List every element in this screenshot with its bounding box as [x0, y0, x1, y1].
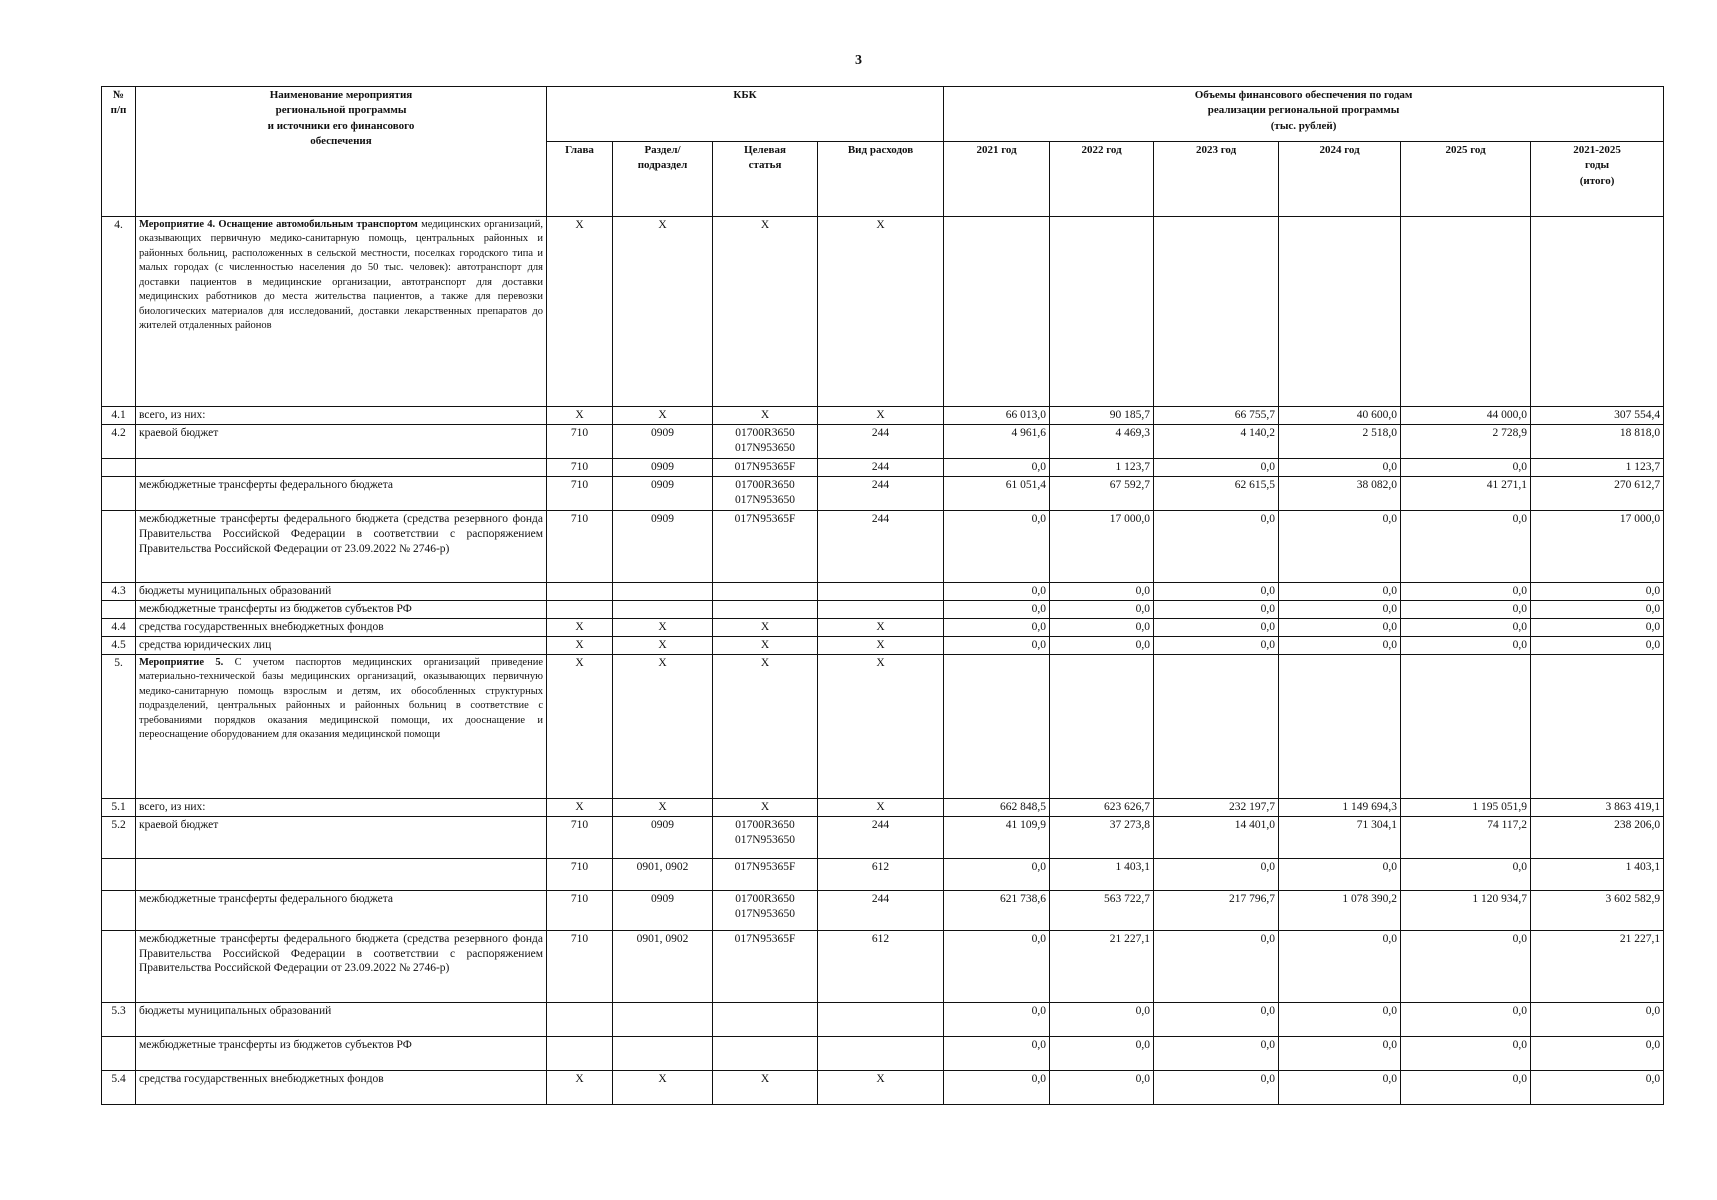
amount-2025: 0,0	[1401, 510, 1531, 582]
kbk-statya	[713, 1002, 818, 1036]
kbk-razdel	[613, 1002, 713, 1036]
amount-2023: 0,0	[1154, 1070, 1279, 1104]
amount-2023: 0,0	[1154, 930, 1279, 1002]
table-row	[102, 600, 1664, 618]
table-row	[102, 654, 1664, 798]
table-row	[102, 582, 1664, 600]
amount-2022: 1 403,1	[1050, 858, 1154, 890]
amount-2024: 0,0	[1279, 858, 1401, 890]
kbk-glava: X	[547, 636, 613, 654]
amount-2022: 21 227,1	[1050, 930, 1154, 1002]
amount-2022: 4 469,3	[1050, 424, 1154, 458]
amount-2023: 14 401,0	[1154, 816, 1279, 858]
header-statya: Целевая статья	[713, 142, 818, 217]
row-name-text: межбюджетные трансферты федерального бюджета (средства резервного фонда Правительства Российской Федерации в соответствии с распоряжением Правительства Российской Федерации от 23.09.2022 № 2746-р)	[139, 932, 543, 975]
kbk-razdel: 0909	[613, 510, 713, 582]
row-number: 4.3	[102, 582, 136, 600]
amount-2022: 0,0	[1050, 1070, 1154, 1104]
amount-2022: 0,0	[1050, 1002, 1154, 1036]
kbk-statya: X	[713, 217, 818, 407]
kbk-statya	[713, 582, 818, 600]
kbk-glava	[547, 1036, 613, 1070]
kbk-vid: X	[818, 407, 944, 425]
header-volumes: Объемы финансового обеспечения по годам реализации региональной программы (тыс. рублей)	[944, 87, 1664, 142]
kbk-razdel	[613, 1036, 713, 1070]
kbk-vid: 244	[818, 424, 944, 458]
amount-2024: 0,0	[1279, 1036, 1401, 1070]
amount-2022: 67 592,7	[1050, 476, 1154, 510]
row-name	[136, 636, 547, 654]
kbk-vid	[818, 1002, 944, 1036]
amount-total	[1531, 217, 1664, 407]
kbk-glava: X	[547, 618, 613, 636]
amount-2024: 1 149 694,3	[1279, 798, 1401, 816]
kbk-statya	[713, 600, 818, 618]
row-name	[136, 1070, 547, 1104]
amount-2025: 0,0	[1401, 1002, 1531, 1036]
amount-total: 238 206,0	[1531, 816, 1664, 858]
amount-2021: 0,0	[944, 1070, 1050, 1104]
amount-2025	[1401, 654, 1531, 798]
table-row	[102, 1036, 1664, 1070]
table-row	[102, 930, 1664, 1002]
row-number	[102, 458, 136, 476]
amount-2021	[944, 654, 1050, 798]
row-name-text: межбюджетные трансферты федерального бюджета	[139, 478, 394, 491]
kbk-razdel: X	[613, 217, 713, 407]
kbk-glava: X	[547, 407, 613, 425]
amount-2025: 0,0	[1401, 458, 1531, 476]
row-lead: Мероприятие 4. Оснащение автомобильным транспортом	[139, 219, 418, 230]
kbk-statya: X	[713, 654, 818, 798]
amount-total: 3 863 419,1	[1531, 798, 1664, 816]
row-name	[136, 582, 547, 600]
amount-2021: 0,0	[944, 930, 1050, 1002]
header-kbk: КБК	[547, 87, 944, 142]
kbk-statya: 01700R3650 017N953650	[713, 476, 818, 510]
kbk-statya: 01700R3650 017N953650	[713, 424, 818, 458]
kbk-vid: X	[818, 798, 944, 816]
amount-2025: 74 117,2	[1401, 816, 1531, 858]
amount-2022: 0,0	[1050, 1036, 1154, 1070]
kbk-statya: X	[713, 407, 818, 425]
row-number	[102, 476, 136, 510]
amount-2022: 0,0	[1050, 600, 1154, 618]
kbk-statya: 01700R3650 017N953650	[713, 816, 818, 858]
kbk-glava: 710	[547, 930, 613, 1002]
amount-total: 0,0	[1531, 1036, 1664, 1070]
kbk-statya: 017N95365F	[713, 858, 818, 890]
kbk-glava: 710	[547, 476, 613, 510]
amount-2025: 0,0	[1401, 636, 1531, 654]
amount-2024: 2 518,0	[1279, 424, 1401, 458]
row-name	[136, 407, 547, 425]
row-number: 4.	[102, 217, 136, 407]
kbk-statya: 017N95365F	[713, 510, 818, 582]
amount-2021: 4 961,6	[944, 424, 1050, 458]
row-number	[102, 510, 136, 582]
kbk-vid	[818, 582, 944, 600]
row-name-text: медицинских организаций, оказывающих первичную медико-санитарную помощь, центральных районных и районных больниц, расположенных в сельской местности, поселках городского типа и малых городах (с численностью населения до 50 тыс. человек): автотранспорт для доставки пациентов в медицинские организации, автотранспорт для доставки медицинских работников до места жительства пациентов, а также для перевозки биологических материалов для исследований, доставки лекарственных препаратов до жителей отдаленных районов	[139, 219, 543, 332]
kbk-vid	[818, 1036, 944, 1070]
row-name-text: бюджеты муниципальных образований	[139, 1004, 332, 1017]
amount-2024: 0,0	[1279, 1070, 1401, 1104]
amount-2023: 0,0	[1154, 858, 1279, 890]
amount-2023: 0,0	[1154, 1002, 1279, 1036]
row-number: 5.2	[102, 816, 136, 858]
kbk-vid: X	[818, 636, 944, 654]
amount-2025: 2 728,9	[1401, 424, 1531, 458]
amount-2021: 0,0	[944, 1002, 1050, 1036]
row-number	[102, 890, 136, 930]
amount-2023	[1154, 654, 1279, 798]
amount-total: 307 554,4	[1531, 407, 1664, 425]
amount-2022	[1050, 217, 1154, 407]
amount-2024: 0,0	[1279, 582, 1401, 600]
table-row	[102, 1070, 1664, 1104]
amount-2023: 0,0	[1154, 458, 1279, 476]
amount-2021: 0,0	[944, 600, 1050, 618]
kbk-statya: 017N95365F	[713, 930, 818, 1002]
table-row	[102, 217, 1664, 407]
kbk-glava: 710	[547, 816, 613, 858]
amount-2024	[1279, 217, 1401, 407]
table-row	[102, 476, 1664, 510]
amount-2024: 0,0	[1279, 930, 1401, 1002]
row-name	[136, 816, 547, 858]
kbk-vid: 244	[818, 510, 944, 582]
amount-2021: 0,0	[944, 458, 1050, 476]
amount-total: 270 612,7	[1531, 476, 1664, 510]
row-name-text: межбюджетные трансферты федерального бюджета	[139, 892, 394, 905]
amount-2022: 0,0	[1050, 636, 1154, 654]
kbk-razdel: X	[613, 1070, 713, 1104]
amount-2022: 37 273,8	[1050, 816, 1154, 858]
amount-total: 0,0	[1531, 1070, 1664, 1104]
amount-total: 0,0	[1531, 636, 1664, 654]
row-number	[102, 930, 136, 1002]
amount-2025: 0,0	[1401, 600, 1531, 618]
row-name-text: межбюджетные трансферты из бюджетов субъектов РФ	[139, 602, 412, 615]
amount-2023: 0,0	[1154, 600, 1279, 618]
header-2024: 2024 год	[1279, 142, 1401, 217]
kbk-vid: 244	[818, 816, 944, 858]
row-name	[136, 618, 547, 636]
amount-total: 1 403,1	[1531, 858, 1664, 890]
kbk-razdel: 0909	[613, 476, 713, 510]
amount-total: 0,0	[1531, 582, 1664, 600]
table-row	[102, 890, 1664, 930]
kbk-vid: X	[818, 618, 944, 636]
amount-2024: 40 600,0	[1279, 407, 1401, 425]
row-name	[136, 930, 547, 1002]
row-name-text: С учетом паспортов медицинских организаций приведение материально-технической базы медицинских организаций, оказывающих первичную медико-санитарную помощь взрослым и детям, их обособленных структурных подразделений, центральных районных и районных больниц в соответствие с требованиями порядков оказания медицинской помощи, их дооснащение и переоснащение оборудованием для оказания медицинской помощи	[139, 656, 543, 741]
amount-2024: 38 082,0	[1279, 476, 1401, 510]
row-number: 5.	[102, 654, 136, 798]
row-number: 5.4	[102, 1070, 136, 1104]
amount-2024: 0,0	[1279, 510, 1401, 582]
row-number: 4.4	[102, 618, 136, 636]
kbk-razdel	[613, 582, 713, 600]
amount-2023: 0,0	[1154, 618, 1279, 636]
amount-2022: 17 000,0	[1050, 510, 1154, 582]
amount-2021: 41 109,9	[944, 816, 1050, 858]
kbk-vid: X	[818, 654, 944, 798]
amount-2024: 0,0	[1279, 636, 1401, 654]
amount-2025: 1 195 051,9	[1401, 798, 1531, 816]
kbk-vid: 612	[818, 858, 944, 890]
kbk-razdel: X	[613, 636, 713, 654]
row-number	[102, 600, 136, 618]
table-row	[102, 1002, 1664, 1036]
header-2021: 2021 год	[944, 142, 1050, 217]
kbk-statya: X	[713, 1070, 818, 1104]
kbk-razdel: 0909	[613, 424, 713, 458]
amount-total: 21 227,1	[1531, 930, 1664, 1002]
amount-2021: 0,0	[944, 636, 1050, 654]
kbk-vid: X	[818, 217, 944, 407]
amount-2022: 90 185,7	[1050, 407, 1154, 425]
amount-2022: 623 626,7	[1050, 798, 1154, 816]
amount-2025: 0,0	[1401, 1036, 1531, 1070]
amount-2022: 1 123,7	[1050, 458, 1154, 476]
amount-2023: 66 755,7	[1154, 407, 1279, 425]
row-lead: Мероприятие 5.	[139, 656, 224, 668]
kbk-razdel: X	[613, 798, 713, 816]
table-row	[102, 816, 1664, 858]
row-name	[136, 510, 547, 582]
amount-2025: 0,0	[1401, 858, 1531, 890]
header-glava: Глава	[547, 142, 613, 217]
amount-total: 17 000,0	[1531, 510, 1664, 582]
kbk-razdel: X	[613, 654, 713, 798]
amount-2024	[1279, 654, 1401, 798]
kbk-razdel	[613, 600, 713, 618]
kbk-vid: X	[818, 1070, 944, 1104]
amount-2023	[1154, 217, 1279, 407]
kbk-razdel: X	[613, 618, 713, 636]
row-name-text: межбюджетные трансферты из бюджетов субъектов РФ	[139, 1038, 412, 1051]
kbk-glava	[547, 600, 613, 618]
row-name-text: бюджеты муниципальных образований	[139, 584, 332, 597]
row-name	[136, 798, 547, 816]
kbk-razdel: 0909	[613, 890, 713, 930]
kbk-statya	[713, 1036, 818, 1070]
amount-2025: 0,0	[1401, 1070, 1531, 1104]
amount-2021	[944, 217, 1050, 407]
amount-2023: 232 197,7	[1154, 798, 1279, 816]
amount-total: 1 123,7	[1531, 458, 1664, 476]
kbk-glava: X	[547, 798, 613, 816]
row-name	[136, 890, 547, 930]
amount-2024: 71 304,1	[1279, 816, 1401, 858]
row-name-text: средства государственных внебюджетных фондов	[139, 1072, 384, 1085]
amount-total: 0,0	[1531, 600, 1664, 618]
kbk-razdel: 0909	[613, 816, 713, 858]
amount-2023: 217 796,7	[1154, 890, 1279, 930]
kbk-vid: 612	[818, 930, 944, 1002]
kbk-statya: X	[713, 798, 818, 816]
amount-2023: 4 140,2	[1154, 424, 1279, 458]
amount-total: 0,0	[1531, 1002, 1664, 1036]
table-row	[102, 458, 1664, 476]
amount-2023: 0,0	[1154, 582, 1279, 600]
kbk-razdel: 0901, 0902	[613, 858, 713, 890]
row-name	[136, 1002, 547, 1036]
row-number: 5.1	[102, 798, 136, 816]
financing-table	[101, 86, 1664, 1105]
table-row	[102, 407, 1664, 425]
amount-total: 18 818,0	[1531, 424, 1664, 458]
amount-total: 3 602 582,9	[1531, 890, 1664, 930]
amount-2022: 0,0	[1050, 582, 1154, 600]
amount-2024: 0,0	[1279, 1002, 1401, 1036]
amount-2021: 0,0	[944, 858, 1050, 890]
row-number: 4.5	[102, 636, 136, 654]
amount-2024: 0,0	[1279, 600, 1401, 618]
kbk-statya: 017N95365F	[713, 458, 818, 476]
amount-2021: 662 848,5	[944, 798, 1050, 816]
amount-2021: 61 051,4	[944, 476, 1050, 510]
amount-2021: 0,0	[944, 1036, 1050, 1070]
table-row	[102, 798, 1664, 816]
kbk-glava	[547, 1002, 613, 1036]
kbk-glava: X	[547, 217, 613, 407]
kbk-glava: 710	[547, 510, 613, 582]
header-vid: Вид расходов	[818, 142, 944, 217]
amount-2025: 0,0	[1401, 618, 1531, 636]
row-number: 5.3	[102, 1002, 136, 1036]
row-name	[136, 458, 547, 476]
amount-total	[1531, 654, 1664, 798]
amount-2024: 1 078 390,2	[1279, 890, 1401, 930]
kbk-glava: X	[547, 654, 613, 798]
amount-2025	[1401, 217, 1531, 407]
kbk-glava: 710	[547, 458, 613, 476]
amount-2025: 0,0	[1401, 582, 1531, 600]
amount-2023: 0,0	[1154, 1036, 1279, 1070]
amount-2021: 0,0	[944, 582, 1050, 600]
amount-2022: 0,0	[1050, 618, 1154, 636]
kbk-glava: 710	[547, 424, 613, 458]
kbk-glava: 710	[547, 890, 613, 930]
kbk-vid: 244	[818, 476, 944, 510]
table-body	[102, 217, 1664, 1105]
amount-2025: 0,0	[1401, 930, 1531, 1002]
amount-2023: 62 615,5	[1154, 476, 1279, 510]
row-name-text: краевой бюджет	[139, 426, 219, 439]
kbk-razdel: 0909	[613, 458, 713, 476]
row-name-text: всего, из них:	[139, 800, 206, 813]
kbk-vid	[818, 600, 944, 618]
kbk-glava: X	[547, 1070, 613, 1104]
row-name	[136, 654, 547, 798]
kbk-razdel: 0901, 0902	[613, 930, 713, 1002]
row-number: 4.2	[102, 424, 136, 458]
table-row	[102, 636, 1664, 654]
header-name: Наименование мероприятия региональной программы и источники его финансового обеспечения	[136, 87, 547, 217]
table-row	[102, 858, 1664, 890]
table-row	[102, 618, 1664, 636]
row-name	[136, 424, 547, 458]
row-name-text: всего, из них:	[139, 409, 206, 421]
amount-2021: 621 738,6	[944, 890, 1050, 930]
amount-2025: 41 271,1	[1401, 476, 1531, 510]
amount-total: 0,0	[1531, 618, 1664, 636]
kbk-statya: X	[713, 636, 818, 654]
row-name	[136, 217, 547, 407]
row-name-text: средства государственных внебюджетных фондов	[139, 620, 384, 633]
row-name-text: краевой бюджет	[139, 818, 219, 831]
header-2025: 2025 год	[1401, 142, 1531, 217]
kbk-vid: 244	[818, 458, 944, 476]
amount-2024: 0,0	[1279, 618, 1401, 636]
header-total: 2021-2025 годы (итого)	[1531, 142, 1664, 217]
row-number	[102, 1036, 136, 1070]
amount-2022: 563 722,7	[1050, 890, 1154, 930]
kbk-statya: 01700R3650 017N953650	[713, 890, 818, 930]
row-name	[136, 600, 547, 618]
amount-2023: 0,0	[1154, 636, 1279, 654]
amount-2021: 66 013,0	[944, 407, 1050, 425]
row-name	[136, 1036, 547, 1070]
row-name	[136, 858, 547, 890]
kbk-glava	[547, 582, 613, 600]
amount-2021: 0,0	[944, 510, 1050, 582]
table-row	[102, 424, 1664, 458]
kbk-statya: X	[713, 618, 818, 636]
amount-2024: 0,0	[1279, 458, 1401, 476]
header-no: № п/п	[102, 87, 136, 217]
kbk-razdel: X	[613, 407, 713, 425]
kbk-vid: 244	[818, 890, 944, 930]
table-row	[102, 510, 1664, 582]
amount-2025: 44 000,0	[1401, 407, 1531, 425]
header-razdel: Раздел/ подраздел	[613, 142, 713, 217]
row-name-text: средства юридических лиц	[139, 638, 272, 651]
amount-2025: 1 120 934,7	[1401, 890, 1531, 930]
page-number: 3	[855, 53, 862, 68]
row-number	[102, 858, 136, 890]
amount-2022	[1050, 654, 1154, 798]
header-2023: 2023 год	[1154, 142, 1279, 217]
amount-2023: 0,0	[1154, 510, 1279, 582]
row-number: 4.1	[102, 407, 136, 425]
kbk-glava: 710	[547, 858, 613, 890]
header-2022: 2022 год	[1050, 142, 1154, 217]
row-name	[136, 476, 547, 510]
row-name-text: межбюджетные трансферты федерального бюджета (средства резервного фонда Правительства Российской Федерации в соответствии с распоряжением Правительства Российской Федерации от 23.09.2022 № 2746-р)	[139, 512, 543, 555]
amount-2021: 0,0	[944, 618, 1050, 636]
